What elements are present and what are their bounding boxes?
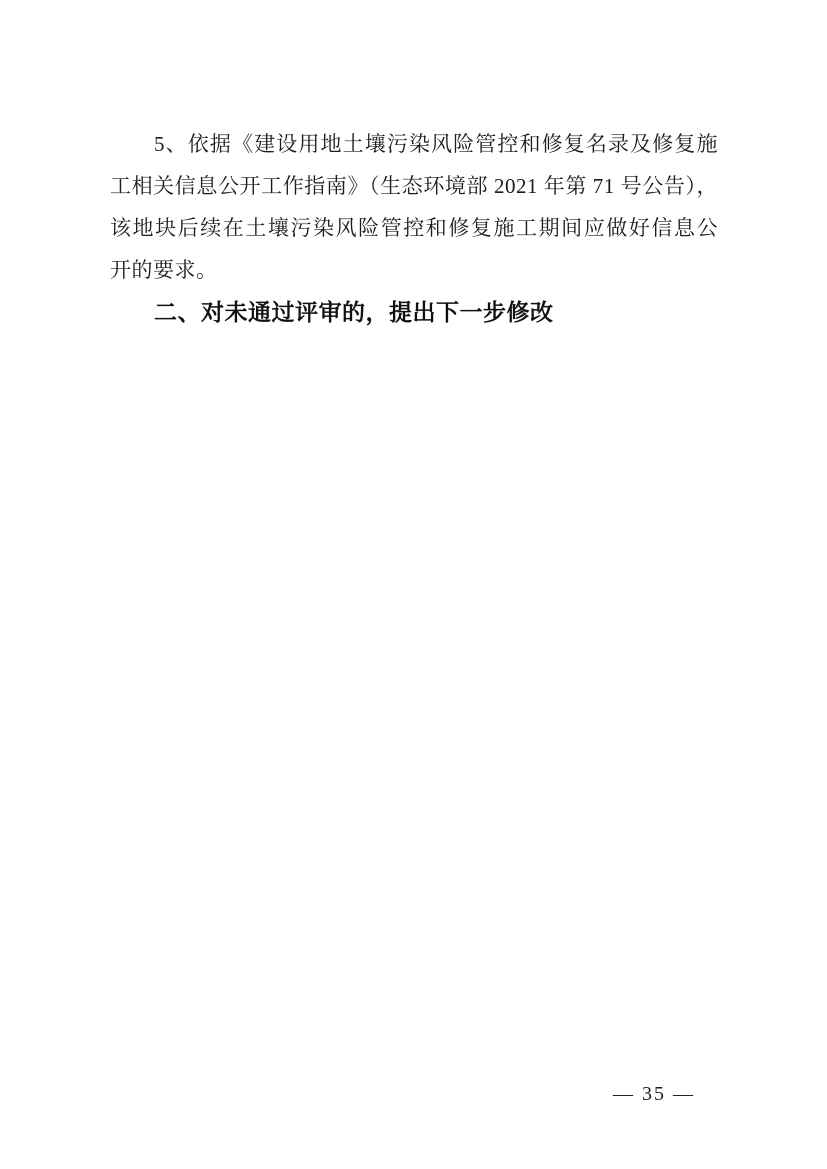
paragraph-line: 5、依据《建设用地土壤污染风险管控和修复名录及修复施 [154,132,718,156]
paragraph-line: 该地块后续在土壤污染风险管控和修复施工期间应做好信息公 [110,216,718,240]
section-heading: 二、对未通过评审的，提出下一步修改 [154,299,554,325]
text-block [110,123,718,333]
paragraph-line: 开的要求。 [110,258,218,282]
page-number: — 35 — [613,1083,695,1105]
paragraph-item-5 [110,123,718,291]
paragraph-line: 工相关信息公开工作指南》（生态环境部 2021 年第 71 号公告）， [110,174,718,198]
